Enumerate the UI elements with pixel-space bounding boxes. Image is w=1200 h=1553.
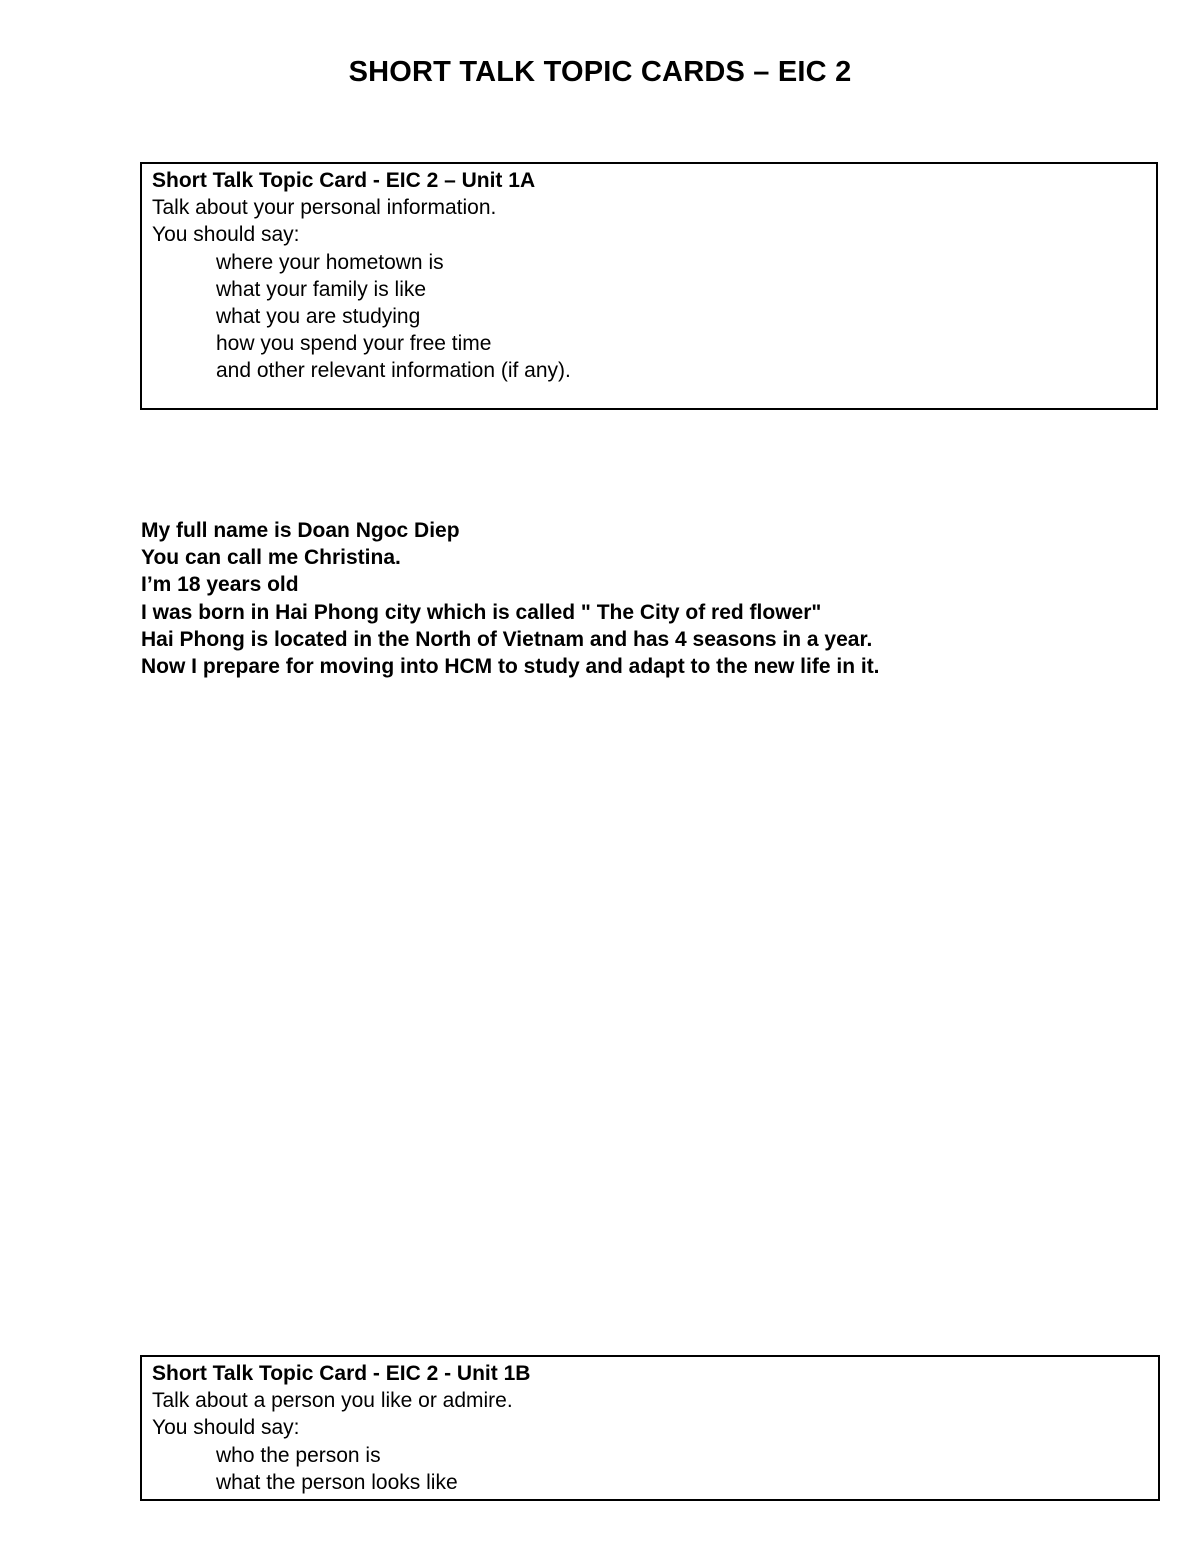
card-point: what the person looks like [216,1470,458,1494]
answer-line: My full name is Doan Ngoc Diep [141,519,460,542]
card-point: where your hometown is [216,250,444,274]
answer-line: You can call me Christina. [141,546,401,570]
answer-text [141,517,1141,680]
card-heading: Short Talk Topic Card - EIC 2 – Unit 1A [152,169,536,192]
topic-card-unit-1a [140,162,1158,410]
page-title: SHORT TALK TOPIC CARDS – EIC 2 [348,56,852,88]
card-heading: Short Talk Topic Card - EIC 2 - Unit 1B [152,1362,531,1385]
card-prompt: Talk about your personal information. [152,196,497,220]
card-point: how you spend your free time [216,332,492,356]
card-instruction: You should say: [152,223,300,247]
card-instruction: You should say: [152,1416,300,1440]
card-point: what your family is like [216,277,427,301]
answer-line: Hai Phong is located in the North of Vietnam and has 4 seasons in a year. [141,627,873,651]
card-point: what you are studying [216,305,421,329]
card-point: and other relevant information (if any). [216,359,571,383]
answer-line: Now I prepare for moving into HCM to study and adapt to the new life in it. [141,655,880,679]
card-prompt: Talk about a person you like or admire. [152,1389,513,1413]
card-point: who the person is [216,1443,381,1467]
answer-line: I’m 18 years old [141,573,299,597]
answer-line: I was born in Hai Phong city which is called " The City of red flower" [141,600,822,624]
topic-card-unit-1b [140,1355,1160,1501]
